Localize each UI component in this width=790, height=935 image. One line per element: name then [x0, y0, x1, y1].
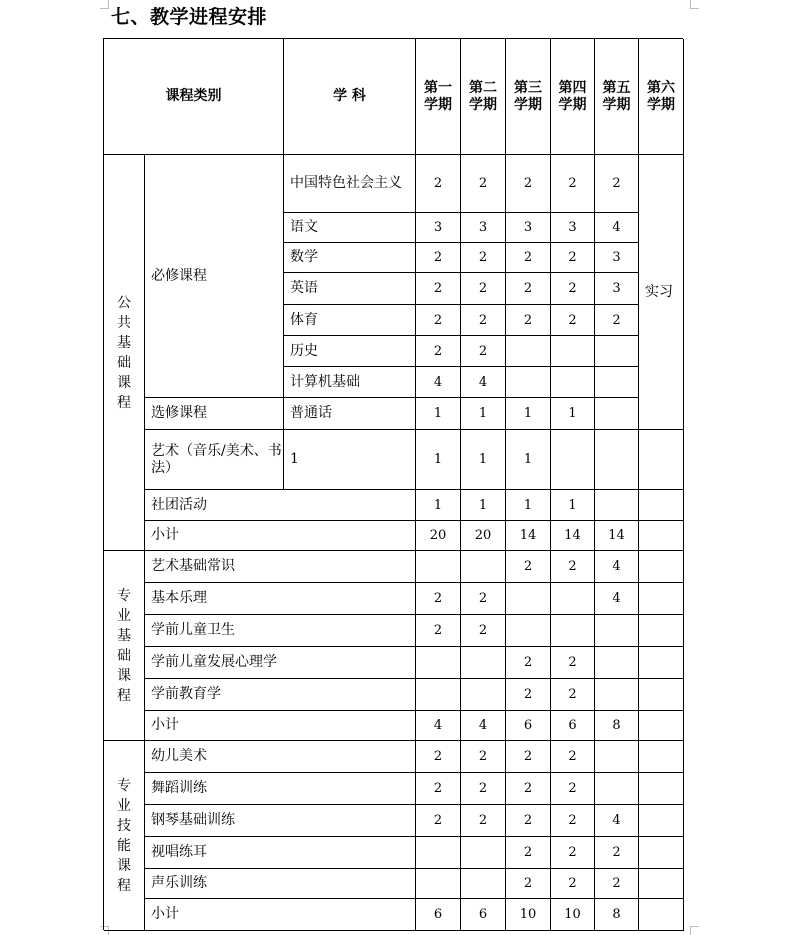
subtotal-label: 小计: [145, 711, 416, 741]
value-cell: [416, 837, 461, 869]
value-cell: 3: [551, 213, 595, 243]
value-cell: 2: [461, 155, 506, 213]
value-cell: 2: [416, 336, 461, 367]
value-cell: 1: [506, 490, 551, 521]
subject-cell: 基本乐理: [145, 583, 416, 615]
value-cell: [461, 837, 506, 869]
subtotal-label: 小计: [145, 521, 416, 551]
value-cell: 2: [506, 155, 551, 213]
value-cell: 2: [461, 615, 506, 647]
value-cell-term6: [639, 521, 684, 551]
value-cell-term6: [639, 805, 684, 837]
value-cell: 2: [506, 551, 551, 583]
value-cell: 2: [461, 273, 506, 305]
value-cell: 3: [506, 213, 551, 243]
value-cell-term6: [639, 837, 684, 869]
value-cell: 4: [595, 213, 639, 243]
value-cell: 2: [416, 741, 461, 773]
crop-mark: [100, 0, 109, 9]
value-cell: 2: [506, 243, 551, 273]
subject-cell: 艺术基础常识: [145, 551, 416, 583]
value-cell: [551, 583, 595, 615]
group-public: [104, 155, 145, 551]
value-cell: [506, 367, 551, 398]
value-cell: [595, 490, 639, 521]
value-cell: 2: [506, 837, 551, 869]
value-cell: [595, 615, 639, 647]
value-cell: 4: [461, 711, 506, 741]
value-cell: 2: [416, 305, 461, 336]
value-cell: 2: [416, 773, 461, 805]
value-cell-term6: [639, 551, 684, 583]
value-cell: [595, 398, 639, 430]
value-cell: 6: [506, 711, 551, 741]
value-cell: [461, 679, 506, 711]
group-professional-skill: [104, 741, 145, 931]
value-cell: 10: [506, 899, 551, 931]
value-cell-term6: [639, 711, 684, 741]
schedule-table: [103, 38, 683, 930]
value-cell: 2: [506, 305, 551, 336]
value-cell-term6: [639, 615, 684, 647]
header-term: 第二 学期: [461, 39, 506, 155]
value-cell: 2: [506, 679, 551, 711]
subject-cell: 钢琴基础训练: [145, 805, 416, 837]
header-subject: 学 科: [284, 39, 416, 155]
value-cell: 2: [461, 583, 506, 615]
subject-cell: 历史: [284, 336, 416, 367]
subtotal-label: 小计: [145, 899, 416, 931]
value-cell: 2: [551, 305, 595, 336]
value-cell: [595, 647, 639, 679]
header-term: 第四 学期: [551, 39, 595, 155]
value-cell: 2: [595, 837, 639, 869]
value-cell: 2: [506, 773, 551, 805]
value-cell: 2: [551, 551, 595, 583]
value-cell: 2: [595, 305, 639, 336]
value-cell: [461, 647, 506, 679]
value-cell: [551, 367, 595, 398]
value-cell: 4: [595, 551, 639, 583]
subject-cell: 普通话: [284, 398, 416, 430]
group-professional-basic: [104, 551, 145, 741]
value-cell: 2: [461, 773, 506, 805]
internship-cell: 实习: [639, 155, 684, 430]
subcat-elective: 选修课程: [145, 398, 284, 430]
value-cell: 2: [506, 869, 551, 899]
value-cell: 2: [461, 305, 506, 336]
value-cell: 3: [595, 273, 639, 305]
value-cell: 1: [551, 490, 595, 521]
subject-cell: 视唱练耳: [145, 837, 416, 869]
value-cell: 2: [461, 805, 506, 837]
group-professional-skill-text: 专业技能课程: [117, 777, 131, 894]
group-public-text: 公共基础课程: [117, 294, 131, 411]
value-cell: 3: [595, 243, 639, 273]
value-cell: 2: [551, 741, 595, 773]
value-cell: 4: [595, 805, 639, 837]
value-cell: [551, 430, 595, 490]
value-cell-term6: [639, 679, 684, 711]
value-cell: 8: [595, 899, 639, 931]
header-term: 第六 学期: [639, 39, 684, 155]
value-cell: 14: [551, 521, 595, 551]
value-cell: [551, 615, 595, 647]
value-cell: [595, 367, 639, 398]
value-cell: 2: [461, 243, 506, 273]
value-cell: 2: [506, 273, 551, 305]
value-cell: 2: [551, 869, 595, 899]
value-cell-term6: [639, 869, 684, 899]
value-cell: [416, 551, 461, 583]
value-cell: [506, 336, 551, 367]
value-cell: 20: [416, 521, 461, 551]
value-cell: 6: [551, 711, 595, 741]
value-cell: 4: [595, 583, 639, 615]
value-cell: 3: [461, 213, 506, 243]
subject-cell: 舞蹈训练: [145, 773, 416, 805]
subject-cell: 计算机基础: [284, 367, 416, 398]
subject-cell: 学前儿童发展心理学: [145, 647, 416, 679]
header-category: 课程类别: [104, 39, 284, 155]
crop-mark: [690, 0, 699, 9]
subject-cell: 语文: [284, 213, 416, 243]
value-cell: 1: [461, 490, 506, 521]
subject-cell: 英语: [284, 273, 416, 305]
value-cell: 2: [416, 583, 461, 615]
value-cell: 3: [416, 213, 461, 243]
value-cell: [416, 647, 461, 679]
value-cell: 2: [595, 155, 639, 213]
header-term: 第五 学期: [595, 39, 639, 155]
value-cell: 2: [551, 273, 595, 305]
value-cell-term6: [639, 430, 684, 490]
value-cell: 6: [461, 899, 506, 931]
value-cell-term6: [639, 741, 684, 773]
value-cell: 4: [461, 367, 506, 398]
value-cell: 1: [551, 398, 595, 430]
value-cell: 2: [551, 243, 595, 273]
value-cell: 2: [506, 647, 551, 679]
value-cell: 20: [461, 521, 506, 551]
value-cell: 2: [416, 615, 461, 647]
subject-cell: 数学: [284, 243, 416, 273]
value-cell: 14: [506, 521, 551, 551]
value-cell: 1: [506, 430, 551, 490]
subject-cell: 中国特色社会主义: [284, 155, 416, 213]
value-cell: [595, 741, 639, 773]
value-cell: 1: [461, 398, 506, 430]
value-cell: 2: [551, 679, 595, 711]
value-cell: [595, 679, 639, 711]
value-cell: [595, 773, 639, 805]
value-cell-term6: [639, 583, 684, 615]
value-cell: [506, 615, 551, 647]
subject-cell: 体育: [284, 305, 416, 336]
value-cell: 2: [506, 805, 551, 837]
value-cell-term6: [639, 773, 684, 805]
value-cell: 2: [551, 837, 595, 869]
value-cell: 2: [551, 155, 595, 213]
value-cell: 1: [416, 490, 461, 521]
group-professional-basic-text: 专业基础课程: [117, 587, 131, 704]
value-cell: 1: [506, 398, 551, 430]
value-cell: 2: [461, 741, 506, 773]
value-cell: 6: [416, 899, 461, 931]
value-cell: [416, 869, 461, 899]
value-cell: [595, 430, 639, 490]
value-cell: 2: [551, 773, 595, 805]
value-cell-term6: [639, 899, 684, 931]
value-cell: 2: [551, 647, 595, 679]
value-cell: [595, 336, 639, 367]
value-cell: 2: [461, 336, 506, 367]
header-term: 第三 学期: [506, 39, 551, 155]
value-cell: [551, 336, 595, 367]
value-cell: [461, 869, 506, 899]
subcat-required: 必修课程: [145, 155, 284, 398]
value-cell: 8: [595, 711, 639, 741]
subject-cell: 社团活动: [145, 490, 416, 521]
value-cell: 2: [551, 805, 595, 837]
value-cell: 2: [416, 243, 461, 273]
value-cell: 2: [416, 155, 461, 213]
value-cell: 1: [416, 398, 461, 430]
subject-cell: 1: [284, 430, 416, 490]
value-cell: [461, 551, 506, 583]
subcat-arts: 艺术（音乐/美术、书法）: [145, 430, 284, 490]
value-cell: 2: [506, 741, 551, 773]
subject-cell: 声乐训练: [145, 869, 416, 899]
value-cell: 2: [595, 869, 639, 899]
value-cell: [506, 583, 551, 615]
subject-cell: 学前儿童卫生: [145, 615, 416, 647]
subject-cell: 学前教育学: [145, 679, 416, 711]
subject-cell: 幼儿美术: [145, 741, 416, 773]
value-cell-term6: [639, 647, 684, 679]
value-cell: [416, 679, 461, 711]
value-cell: 4: [416, 367, 461, 398]
value-cell: 2: [416, 805, 461, 837]
value-cell-term6: [639, 490, 684, 521]
value-cell: 4: [416, 711, 461, 741]
value-cell: 10: [551, 899, 595, 931]
section-title: 七、教学进程安排: [111, 6, 268, 28]
value-cell: 14: [595, 521, 639, 551]
value-cell: 1: [416, 430, 461, 490]
value-cell: 1: [461, 430, 506, 490]
header-term: 第一 学期: [416, 39, 461, 155]
value-cell: 2: [416, 273, 461, 305]
